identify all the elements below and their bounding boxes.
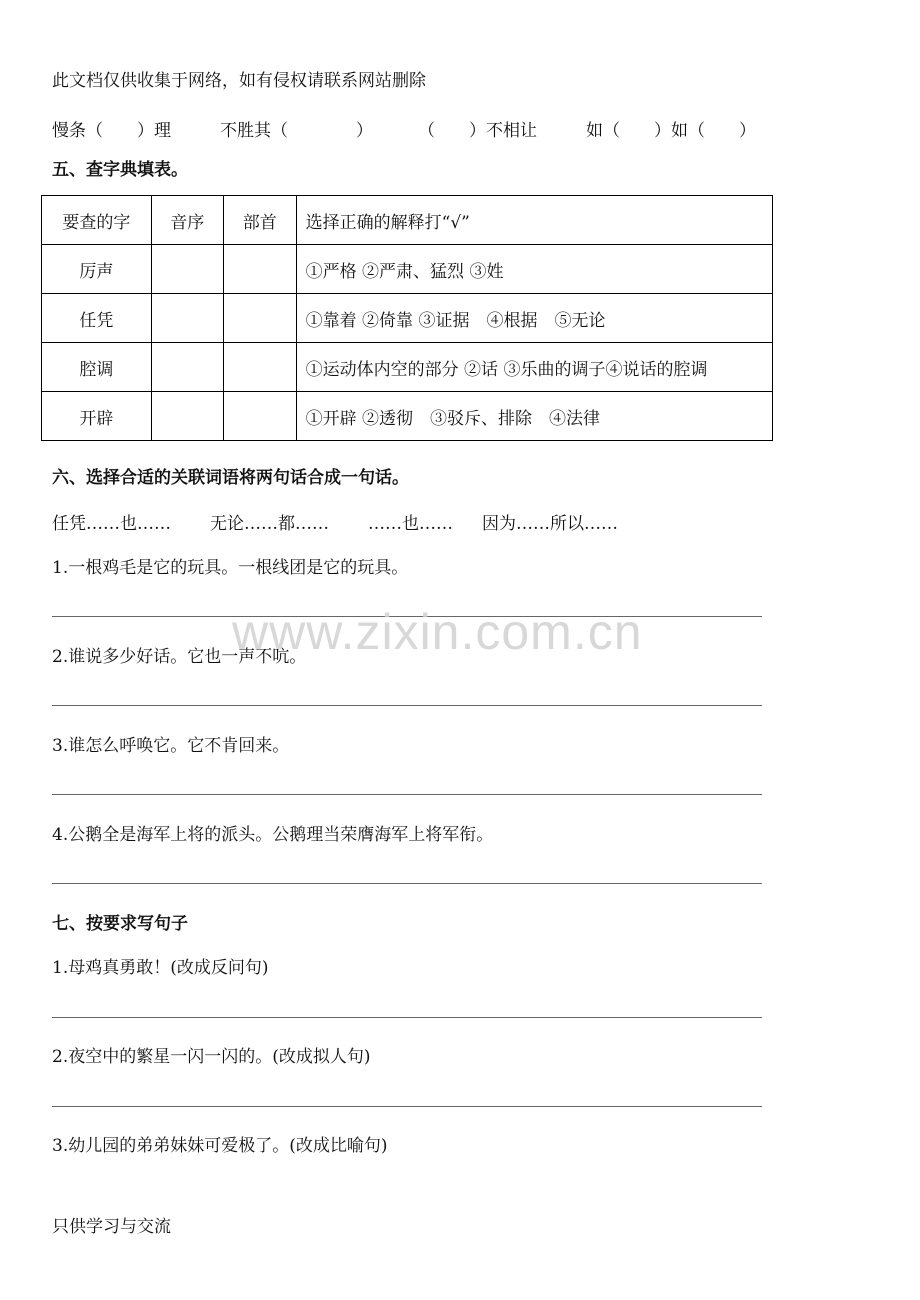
- phonetic-blank[interactable]: [151, 245, 223, 294]
- meaning-options: ①靠着 ②倚靠 ③证据 ④根据 ⑤无论: [296, 294, 772, 343]
- phonetic-blank[interactable]: [151, 294, 223, 343]
- section6-title: 六、选择合适的关联词语将两句话合成一句话。: [52, 468, 409, 488]
- word-cell: 任凭: [42, 294, 152, 343]
- word-cell: 厉声: [42, 245, 152, 294]
- header-cell-phonetic: 音序: [151, 196, 223, 245]
- answer-line[interactable]: [52, 1017, 762, 1018]
- idiom-2: 不胜其（ ）: [220, 121, 373, 141]
- phonetic-blank[interactable]: [151, 392, 223, 441]
- question-7-3: 3.幼儿园的弟弟妹妹可爱极了。(改成比喻句): [52, 1136, 388, 1156]
- connective-2: 无论……都……: [210, 514, 329, 534]
- table-header-row: [42, 196, 773, 245]
- answer-line[interactable]: [52, 1106, 762, 1107]
- answer-line[interactable]: [52, 705, 762, 706]
- header-cell-meaning: 选择正确的解释打“√”: [296, 196, 772, 245]
- meaning-options: ①运动体内空的部分 ②话 ③乐曲的调子④说话的腔调: [296, 343, 772, 392]
- radical-blank[interactable]: [223, 392, 296, 441]
- word-cell: 开辟: [42, 392, 152, 441]
- phonetic-blank[interactable]: [151, 343, 223, 392]
- meaning-options: ①严格 ②严肃、猛烈 ③姓: [296, 245, 772, 294]
- connective-1: 任凭……也……: [52, 514, 171, 534]
- connective-4: 因为……所以……: [482, 514, 618, 534]
- word-cell: 腔调: [42, 343, 152, 392]
- question-6-4: 4.公鹅全是海军上将的派头。公鹅理当荣膺海军上将军衔。: [52, 825, 494, 845]
- radical-blank[interactable]: [223, 294, 296, 343]
- question-6-1: 1.一根鸡毛是它的玩具。一根线团是它的玩具。: [52, 558, 409, 578]
- question-6-2: 2.谁说多少好话。它也一声不吭。: [52, 647, 307, 667]
- answer-line[interactable]: [52, 883, 762, 884]
- header-notice: 此文档仅供收集于网络，如有侵权请联系网站删除: [52, 71, 426, 91]
- question-7-2: 2.夜空中的繁星一闪一闪的。(改成拟人句): [52, 1047, 371, 1067]
- header-cell-word: 要查的字: [42, 196, 152, 245]
- watermark: www.zixin.com.cn: [232, 604, 643, 660]
- question-6-3: 3.谁怎么呼唤它。它不肯回来。: [52, 736, 290, 756]
- connective-3: ……也……: [368, 514, 453, 534]
- idiom-1: 慢条（ ）理: [52, 121, 171, 141]
- section7-title: 七、按要求写句子: [52, 914, 188, 934]
- answer-line[interactable]: [52, 794, 762, 795]
- idiom-3: （ ）不相让: [418, 121, 537, 141]
- radical-blank[interactable]: [223, 245, 296, 294]
- table-row: [42, 245, 773, 294]
- idiom-4: 如（ ）如（ ）: [586, 121, 756, 141]
- table-row: [42, 343, 773, 392]
- table-row: [42, 294, 773, 343]
- meaning-options: ①开辟 ②透彻 ③驳斥、排除 ④法律: [296, 392, 772, 441]
- section5-title: 五、查字典填表。: [52, 160, 188, 180]
- header-cell-radical: 部首: [223, 196, 296, 245]
- dictionary-table: [41, 195, 773, 441]
- question-7-1: 1.母鸡真勇敢！(改成反问句): [52, 958, 269, 978]
- radical-blank[interactable]: [223, 343, 296, 392]
- table-row: [42, 392, 773, 441]
- footer-notice: 只供学习与交流: [52, 1217, 171, 1237]
